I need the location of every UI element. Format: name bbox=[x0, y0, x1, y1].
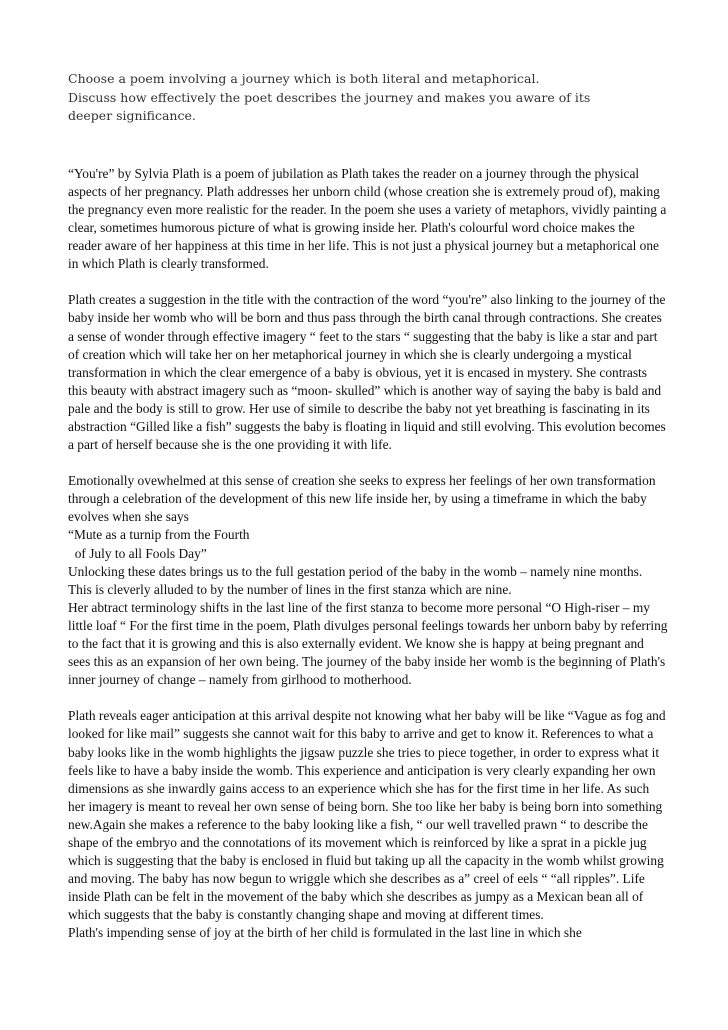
essay-prompt bbox=[68, 70, 668, 126]
document-page bbox=[68, 70, 668, 943]
prompt-line-3: deeper significance. bbox=[68, 108, 196, 124]
prompt-line-2: Discuss how effectively the poet describes the journey and makes you aware of its bbox=[68, 89, 591, 105]
quote-line-1: “Mute as a turnip from the Fourth bbox=[68, 527, 250, 543]
paragraph-1: “You're” by Sylvia Plath is a poem of jubilation as Plath takes the reader on a journey through the physical aspects of her pregnancy. Plath addresses her unborn child (whose creation she is extremely proud of), making the pregnancy even more realistic for the reader. In the poem she uses a variety of metaphors, vividly painting a clear, sometimes humorous picture of what is growing inside her. Plath's colourful word choice makes the reader aware of her happiness at this time in her life. This is not just a physical journey but a metaphorical one in which Plath is clearly transformed. bbox=[68, 165, 667, 272]
essay-body bbox=[68, 165, 668, 943]
paragraph-2: Plath creates a suggestion in the title with the contraction of the word “you're” also linking to the journey of the baby inside her womb who will be born and thus pass through the birth canal through contractions. She creates a sense of wonder through effective imagery “ feet to the stars “ suggesting that the baby is like a star and part of creation which will take her on her metaphorical journey in which she is clearly undergoing a mystical transformation in which the clear emergence of a baby is obvious, yet it is encased in mystery. She contrasts this beauty with abstract imagery such as “moon- skulled” which is another way of saying the baby is bald and pale and the body is still to grow. Her use of simile to describe the baby not yet breathing is fascinating in its abstraction “Gilled like a fish” suggests the baby is floating in liquid and still evolving. This evolution becomes a part of herself because she is the one providing it with life. bbox=[68, 292, 666, 453]
paragraph-6: Plath reveals eager anticipation at this arrival despite not knowing what her baby will be like “Vague as fog and looked for like mail” suggests she cannot wait for this baby to arrive and get to know it. References to what a baby looks like in the womb highlights the jigsaw puzzle she tries to piece together, in order to express what it feels like to have a baby inside the womb. This experience and anticipation is very clearly expanding her own dimensions as she inwardly gains access to an experience which she has for the first time in her life. As such her imagery is meant to reveal her own sense of being born. She too like her baby is being born into something new.Again she makes a reference to the baby looking like a fish, “ our well travelled prawn “ to describe the shape of the embryo and the connotations of its movement which is reinforced by like a sprat in a pickle jug which is suggesting that the baby is enclosed in fluid but taking up all the capacity in the womb whilst growing and moving. The baby has now begun to wriggle which she describes as a” creel of eels “ “all ripples”. Life inside Plath can be felt in the movement of the baby which she describes as jumpy as a Mexican bean all of which suggests that the baby is constantly changing shape and moving at different times. bbox=[68, 708, 666, 923]
paragraph-5: Her abtract terminology shifts in the last line of the first stanza to become more personal “O High-riser – my little loaf “ For the first time in the poem, Plath divulges personal feelings towards her unborn baby by referring to the fact that it is growing and this is also externally evident. We know she is happy at being pregnant and sees this as an expansion of her own being. The journey of the baby inside her womb is the beginning of Plath's inner journey of change – namely from girlhood to motherhood. bbox=[68, 599, 668, 688]
paragraph-7: Plath's impending sense of joy at the birth of her child is formulated in the last line in which she bbox=[68, 925, 582, 941]
prompt-line-1: Choose a poem involving a journey which is both literal and metaphorical. bbox=[68, 71, 540, 86]
paragraph-4: Unlocking these dates brings us to the full gestation period of the baby in the womb – namely nine months. This is cleverly alluded to by the number of lines in the first stanza which are nine. bbox=[68, 563, 643, 597]
paragraph-3: Emotionally ovewhelmed at this sense of creation she seeks to express her feelings of her own transformation through a celebration of the development of this new life inside her, by using a timeframe in which the baby evolves when she says bbox=[68, 473, 656, 525]
quote-line-2: of July to all Fools Day” bbox=[68, 545, 207, 561]
